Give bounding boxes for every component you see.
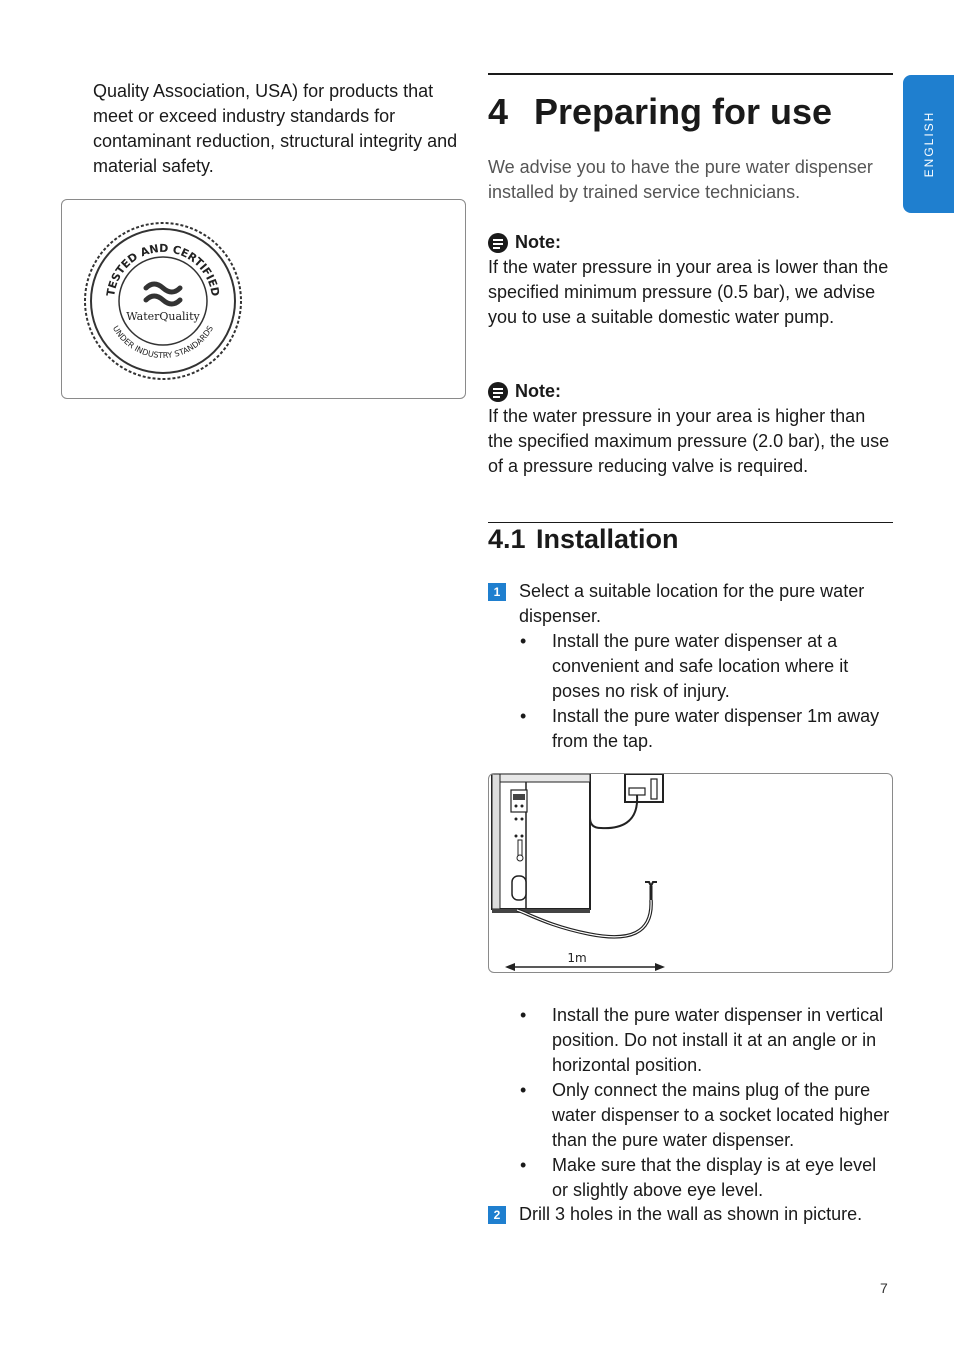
step-text: Select a suitable location for the pure water dispenser.: [519, 581, 865, 626]
note-label: Note:: [515, 232, 561, 252]
subsection-number: 4.1: [488, 524, 526, 554]
bullet-dot: •: [520, 1080, 527, 1100]
note-block: [488, 230, 893, 330]
bullet-dot: •: [520, 1155, 527, 1175]
dispenser-illustration: [489, 774, 892, 972]
step-text: Drill 3 holes in the wall as shown in picture.: [519, 1204, 863, 1224]
water-quality-seal: [82, 220, 244, 382]
step-badge: 2: [488, 1206, 506, 1224]
bullet-text: Install the pure water dispenser in vertical position. Do not install it at an angle or in horizontal position.: [552, 1005, 884, 1075]
bullet-dot: •: [520, 706, 527, 726]
note-text: If the water pressure in your area is lower than the specified minimum pressure (0.5 bar), we advise you to use a suitable domestic water pump.: [488, 257, 889, 327]
list-item: [520, 629, 893, 704]
bullet-text: Install the pure water dispenser 1m away from the tap.: [552, 706, 880, 751]
bullet-text: Make sure that the display is at eye level or slightly above eye level.: [552, 1155, 877, 1200]
section-title: [488, 88, 832, 136]
step-badge: 1: [488, 583, 506, 601]
section-number: 4: [488, 91, 509, 132]
bullet-text: Only connect the mains plug of the pure water dispenser to a socket located higher than the pure water dispenser.: [552, 1080, 890, 1150]
language-tab: [903, 75, 954, 213]
note-icon: [488, 382, 508, 402]
language-tab-label: ENGLISH: [921, 110, 936, 178]
bullet-text: Install the pure water dispenser at a convenient and safe location where it poses no risk of injury.: [552, 631, 849, 701]
bullet-dot: •: [520, 631, 527, 651]
page-number: 7: [880, 1280, 888, 1296]
bullet-dot: •: [520, 1005, 527, 1025]
step-item: [488, 1202, 893, 1227]
section-title-text: Preparing for use: [534, 91, 833, 132]
bullet-list: [520, 629, 893, 754]
section-rule: [488, 73, 893, 75]
section-intro: We advise you to have the pure water dispenser installed by trained service technicians.: [488, 157, 873, 202]
list-item: [520, 1003, 893, 1078]
installation-diagram: [488, 773, 893, 973]
note-label: Note:: [515, 381, 561, 401]
note-icon: [488, 233, 508, 253]
note-text: If the water pressure in your area is higher than the specified maximum pressure (2.0 bar), the use of a pressure reducing valve is required.: [488, 406, 890, 476]
subsection-title: [488, 521, 679, 557]
list-item: [520, 1153, 893, 1203]
subsection-title-text: Installation: [536, 524, 679, 554]
note-block: [488, 379, 893, 479]
list-item: [520, 704, 893, 754]
seal-bottom-text: UNDER INDUSTRY STANDARDS: [110, 324, 216, 361]
list-item: [520, 1078, 893, 1153]
left-paragraph: Quality Association, USA) for products that meet or exceed industry standards for contaminant reduction, structural integrity and material safety.: [93, 81, 458, 176]
certification-box: [61, 199, 466, 399]
seal-brand: WaterQuality: [126, 310, 200, 323]
distance-label: 1m: [567, 951, 587, 965]
step-item: [488, 579, 893, 629]
seal-top-text: TESTED AND CERTIFIED: [104, 241, 222, 298]
bullet-list: [520, 1003, 893, 1203]
